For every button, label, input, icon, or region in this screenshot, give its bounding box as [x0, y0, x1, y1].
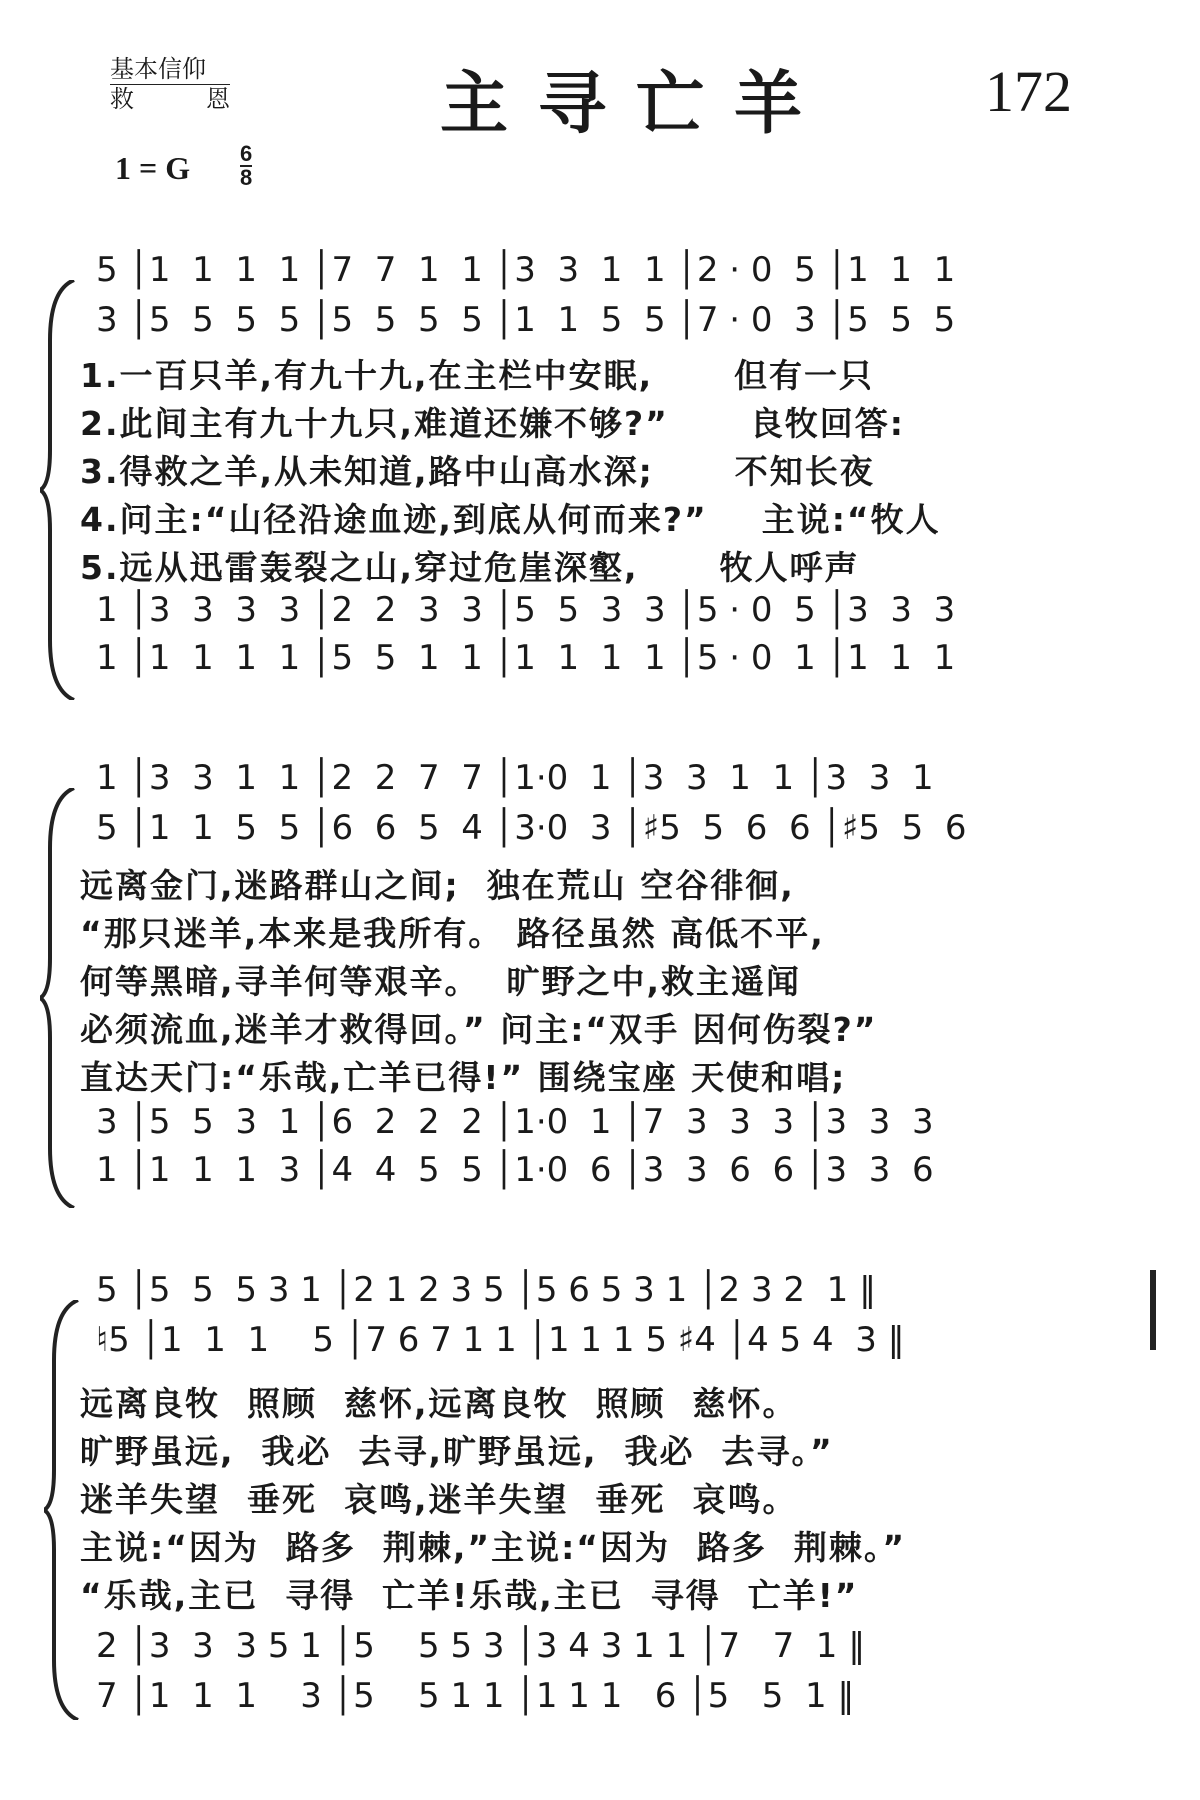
lyric-verse-5: 5.远从迅雷轰裂之山,穿过危崖深壑, 牧人呼声: [80, 548, 860, 587]
lyric-verse-3: 3.得救之羊,从未知道,路中山高水深; 不知长夜: [80, 452, 875, 491]
key-signature: 1 = G: [115, 150, 191, 186]
lyric-verse-3: 何等黑暗,寻羊何等艰辛。 旷野之中,救主遥闻: [80, 962, 802, 1001]
lyric-verse-1: 远离金门,迷路群山之间; 独在荒山 空谷徘徊,: [80, 866, 795, 905]
bass-notes: 7 │1 1 1 3 │5 5 1 1 │1 1 1 6 │5 5 1 ‖: [96, 1676, 855, 1716]
alto-notes: 5 │1 1 5 5 │6 6 5 4 │3·0 3 │♯5 5 6 6 │♯5 5 6: [96, 808, 967, 848]
tenor-notes: 1 │3 3 3 3 │2 2 3 3 │5 5 3 3 │5 · 0 5 │3 3 3: [96, 590, 956, 630]
time-numerator: 6: [240, 141, 253, 166]
category-secondary-b: 恩: [206, 85, 230, 113]
alto-notes: 3 │5 5 5 5 │5 5 5 5 │1 1 5 5 │7 · 0 3 │5 5 5: [96, 300, 956, 340]
system-3: [0, 1270, 1200, 1740]
soprano-line: [96, 758, 1146, 806]
system-2: [0, 758, 1200, 1198]
category-secondary: [110, 85, 230, 113]
tenor-line: [96, 1626, 1146, 1674]
lyric-verse-5: 直达天门:“乐哉,亡羊已得!” 围绕宝座 天使和唱;: [80, 1058, 847, 1097]
lyric-verse-2: 2.此间主有九十九只,难道还嫌不够?” 良牧回答:: [80, 404, 905, 443]
alto-line: [96, 300, 1146, 348]
lyric-verse-4: 主说:“因为 路多 荆棘,”主说:“因为 路多 荆棘。”: [80, 1528, 907, 1567]
lyric-verse-5: “乐哉,主已 寻得 亡羊!乐哉,主已 寻得 亡羊!”: [80, 1576, 859, 1615]
tenor-notes: 2 │3 3 3 5 1 │5 5 5 3 │3 4 3 1 1 │7 7 1 ‖: [96, 1626, 866, 1666]
system-1: [0, 240, 1200, 680]
category-label: [110, 55, 230, 113]
bass-notes: 1 │1 1 1 3 │4 4 5 5 │1·0 6 │3 3 6 6 │3 3 6: [96, 1150, 934, 1190]
system-brace: [40, 280, 80, 700]
time-denominator: 8: [240, 165, 253, 190]
lyric-verse-4: 必须流血,迷羊才救得回。” 问主:“双手 因何伤裂?”: [80, 1010, 878, 1049]
tenor-line: [96, 590, 1146, 638]
category-primary: 基本信仰: [110, 55, 230, 85]
tenor-line: [96, 1102, 1146, 1150]
lyric-verse-1: 远离良牧 照顾 慈怀,远离良牧 照顾 慈怀。: [80, 1384, 798, 1423]
lyric-verse-4: 4.问主:“山径沿途血迹,到底从何而来?” 主说:“牧人: [80, 500, 941, 539]
lyric-verse-1: 1.一百只羊,有九十九,在主栏中安眠, 但有一只: [80, 356, 875, 395]
bass-line: [96, 1150, 1146, 1198]
system-brace: [40, 788, 80, 1208]
time-signature: [240, 143, 252, 189]
soprano-notes: 5 │5 5 5 3 1 │2 1 2 3 5 │5 6 5 3 1 │2 3 2 1 ‖: [96, 1270, 877, 1310]
hymn-number: 172: [985, 59, 1072, 124]
system-brace: [44, 1300, 84, 1720]
alto-line: [96, 808, 1146, 856]
alto-notes: ♮5 │1 1 1 5 │7 6 7 1 1 │1 1 1 5 ♯4 │4 5 4 3 ‖: [96, 1320, 905, 1360]
soprano-line: [96, 1270, 1146, 1318]
tenor-notes: 3 │5 5 3 1 │6 2 2 2 │1·0 1 │7 3 3 3 │3 3 3: [96, 1102, 934, 1142]
bass-notes: 1 │1 1 1 1 │5 5 1 1 │1 1 1 1 │5 · 0 1 │1 1 1: [96, 638, 956, 678]
end-barline: [1150, 1270, 1156, 1350]
soprano-notes: 5 │1 1 1 1 │7 7 1 1 │3 3 1 1 │2 · 0 5 │1 1 1: [96, 250, 956, 290]
bass-line: [96, 1676, 1146, 1724]
category-secondary-a: 救: [110, 85, 134, 113]
lyric-verse-2: “那只迷羊,本来是我所有。 路径虽然 高低不平,: [80, 914, 825, 953]
hymn-title: 主寻亡羊: [440, 65, 833, 144]
alto-line: [96, 1320, 1146, 1368]
lyric-verse-2: 旷野虽远, 我必 去寻,旷野虽远, 我必 去寻。”: [80, 1432, 834, 1471]
soprano-notes: 1 │3 3 1 1 │2 2 7 7 │1·0 1 │3 3 1 1 │3 3 1: [96, 758, 934, 798]
soprano-line: [96, 250, 1146, 298]
bass-line: [96, 638, 1146, 686]
lyric-verse-3: 迷羊失望 垂死 哀鸣,迷羊失望 垂死 哀鸣。: [80, 1480, 798, 1519]
